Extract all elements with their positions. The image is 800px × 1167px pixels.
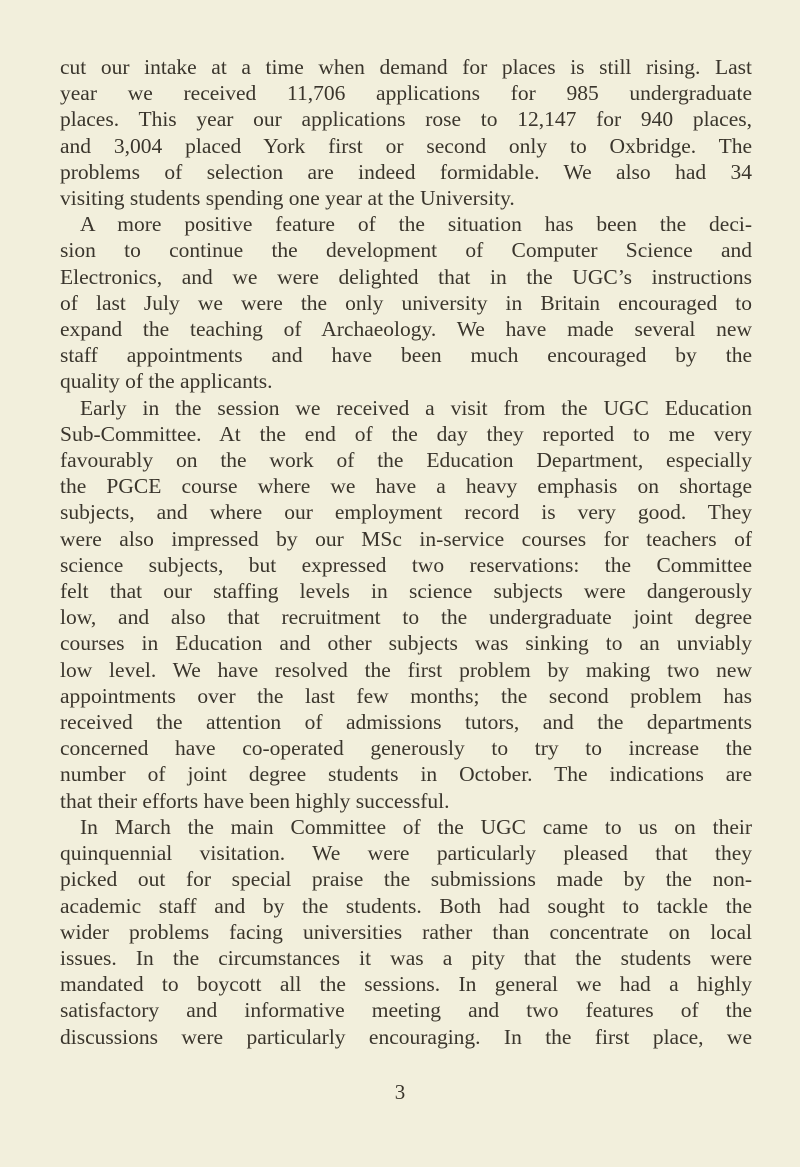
text-line: satisfactory and informative meeting and two features of the [60, 998, 752, 1023]
text-line: low level. We have resolved the first problem by making two new [60, 657, 752, 682]
text-line: quality of the applicants. [60, 369, 273, 394]
text-line: of last July we were the only university in Britain encouraged to [60, 290, 752, 315]
text-line: Electronics, and we were delighted that in the UGC’s instructions [60, 264, 752, 289]
text-line: expand the teaching of Archaeology. We have made several new [60, 317, 752, 342]
text-line: Early in the session we received a visit from the UGC Education [80, 395, 752, 420]
text-line: In March the main Committee of the UGC came to us on their [80, 814, 752, 839]
text-line: staff appointments and have been much encouraged by the [60, 343, 752, 368]
text-line: received the attention of admissions tutors, and the departments [60, 710, 752, 735]
paragraph [60, 395, 752, 814]
text-line: Sub-Committee. At the end of the day they reported to me very [60, 421, 752, 446]
text-line: appointments over the last few months; the second problem has [60, 683, 752, 708]
document-page [60, 54, 752, 1050]
paragraph [60, 54, 752, 211]
paragraph [60, 814, 752, 1050]
text-line: academic staff and by the students. Both had sought to tackle the [60, 893, 752, 918]
text-line: wider problems facing universities rather than concentrate on local [60, 919, 752, 944]
text-line: the PGCE course where we have a heavy emphasis on shortage [60, 474, 752, 499]
body-text [60, 54, 752, 1050]
text-line: that their efforts have been highly successful. [60, 788, 450, 813]
text-line: low, and also that recruitment to the undergraduate joint degree [60, 605, 752, 630]
text-line: quinquennial visitation. We were particularly pleased that they [60, 841, 752, 866]
text-line: visiting students spending one year at the University. [60, 186, 515, 211]
text-line: mandated to boycott all the sessions. In general we had a highly [60, 972, 752, 997]
text-line: and 3,004 placed York first or second only to Oxbridge. The [60, 133, 752, 158]
paragraph [60, 211, 752, 394]
text-line: year we received 11,706 applications for 985 undergraduate [60, 81, 752, 106]
text-line: courses in Education and other subjects was sinking to an unviably [60, 631, 752, 656]
page-number: 3 [394, 1080, 406, 1104]
text-line: issues. In the circumstances it was a pity that the students were [60, 945, 752, 970]
text-line: places. This year our applications rose to 12,147 for 940 places, [60, 107, 752, 132]
text-line: were also impressed by our MSc in-service courses for teachers of [60, 526, 752, 551]
text-line: concerned have co-operated generously to try to increase the [60, 736, 752, 761]
text-line: cut our intake at a time when demand for places is still rising. Last [60, 55, 752, 79]
text-line: subjects, and where our employment record is very good. They [60, 500, 752, 525]
text-line: number of joint degree students in October. The indications are [60, 762, 752, 787]
text-line: picked out for special praise the submissions made by the non- [60, 867, 752, 892]
text-line: felt that our staffing levels in science subjects were dangerously [60, 579, 752, 604]
text-line: favourably on the work of the Education Department, especially [60, 448, 752, 473]
text-line: A more positive feature of the situation has been the deci- [80, 212, 752, 237]
text-line: problems of selection are indeed formidable. We also had 34 [60, 159, 752, 184]
text-line: sion to continue the development of Computer Science and [60, 238, 752, 263]
text-line: science subjects, but expressed two reservations: the Committee [60, 552, 752, 577]
text-line: discussions were particularly encouraging. In the first place, we [60, 1024, 752, 1049]
